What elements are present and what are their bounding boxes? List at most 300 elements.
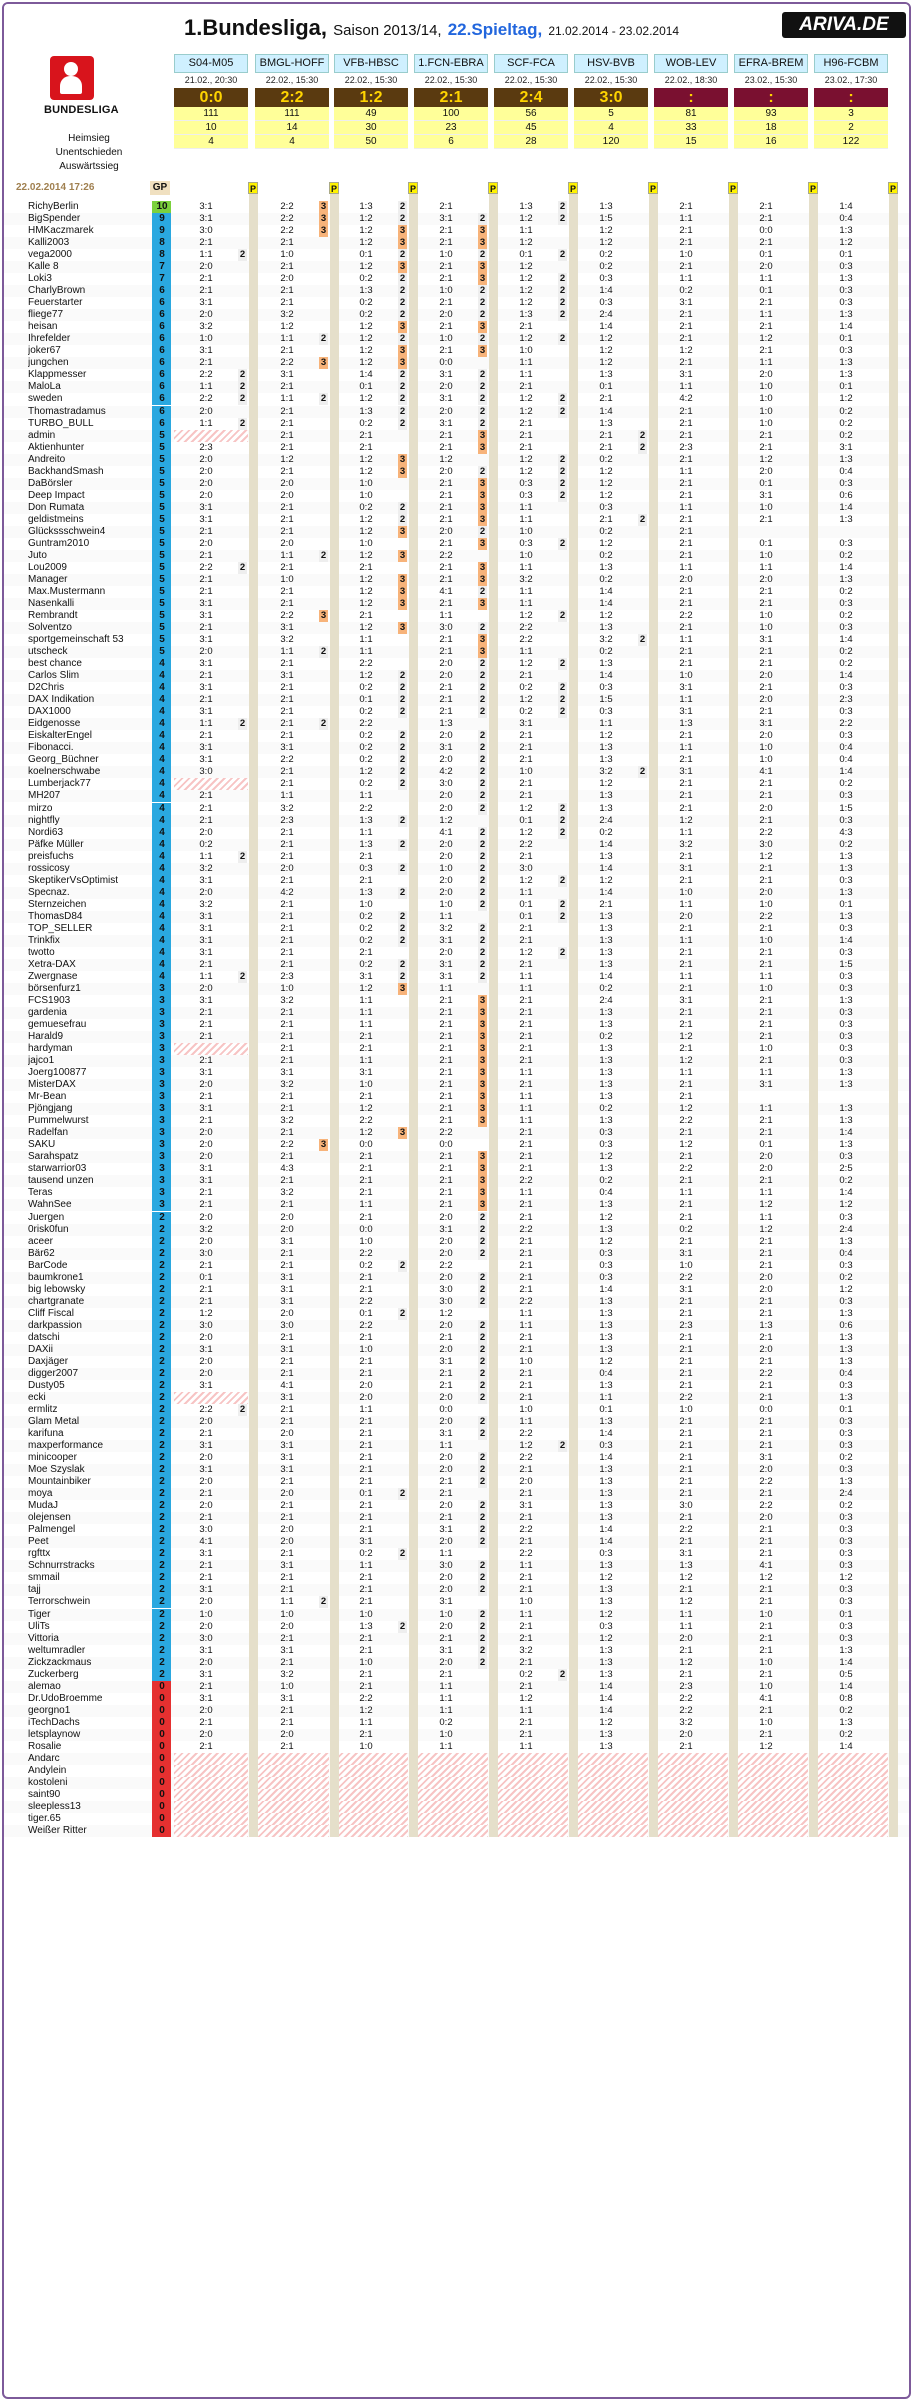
player-name[interactable]: Juto [28,549,47,561]
tip-value: 0:2 [839,838,853,850]
tip-value: 0:2 [359,958,373,970]
tip-value: 3:1 [280,1295,294,1307]
tip-value: 2:1 [280,297,294,309]
player-name[interactable]: Xetra-DAX [28,958,76,970]
player-name[interactable]: nightfly [28,814,60,826]
player-name[interactable]: Terrorschwein [28,1596,91,1608]
tip-value: 2:4 [599,309,613,321]
player-name[interactable]: Rembrandt [28,610,78,622]
player-name[interactable]: preisfuchs [28,850,74,862]
player-name[interactable]: big lebowsky [28,1283,86,1295]
player-name[interactable]: rossicosy [28,862,70,874]
player-name[interactable]: MaloLa [28,381,61,393]
table-row [4,1392,909,1404]
tip-value: 2:1 [599,513,613,525]
player-points: 3 [159,1043,165,1055]
player-name[interactable]: Solventzo [28,622,72,634]
tip-value: 1:2 [679,814,693,826]
player-name[interactable]: BarCode [28,1259,68,1271]
ariva-logo[interactable]: ARIVA.DE [782,12,906,38]
player-name[interactable]: letsplaynow [28,1728,81,1740]
player-name[interactable]: SAKU [28,1139,56,1151]
player-name[interactable]: RichyBerlin [28,201,79,212]
tip-value: 2:1 [280,1416,294,1428]
tip-value: 2:4 [599,994,613,1006]
player-name[interactable]: Glückssschwein4 [28,525,106,537]
player-name[interactable]: fliege77 [28,309,64,321]
tip-value: 2:1 [519,321,533,333]
player-name[interactable]: utscheck [28,646,68,658]
tip-value: 2:3 [199,441,213,453]
tip-value: 1:0 [519,766,533,778]
tip-value: 3:0 [439,1295,453,1307]
player-name[interactable]: Palmengel [28,1524,76,1536]
player-name[interactable]: darkpassion [28,1319,82,1331]
player-name[interactable]: jajco1 [28,1055,55,1067]
player-name[interactable]: Loki3 [28,273,52,285]
tip-value: 1:1 [359,1716,373,1728]
tip-value: 1:2 [439,453,453,465]
tip-value: 1:1 [519,513,533,525]
table-row [4,851,909,863]
stat-label-draw: Unentschieden [9,146,169,159]
player-name[interactable]: DAX1000 [28,706,71,718]
player-name[interactable]: Kalli2003 [28,237,70,249]
tip-value: 2:1 [759,658,773,670]
player-name[interactable]: MisterDAX [28,1079,76,1091]
tip-value: 1:1 [359,1055,373,1067]
player-name[interactable]: geldistmeins [28,513,84,525]
player-name[interactable]: DAXii [28,1343,54,1355]
player-name[interactable]: Bär62 [28,1247,55,1259]
player-name[interactable]: ThomasD84 [28,910,83,922]
player-name[interactable]: tajj [28,1584,41,1596]
player-name[interactable]: sweden [28,393,63,405]
player-name[interactable]: gardenia [28,1007,67,1018]
player-name[interactable]: Andylein [28,1764,67,1776]
player-points: 2 [159,1584,165,1596]
tip-points: 2 [239,249,246,261]
player-name[interactable]: Harald9 [28,1031,64,1043]
player-name[interactable]: Pummelwurst [28,1115,89,1127]
tip-points: 2 [559,826,566,838]
tip-points: 2 [399,393,406,405]
tip-points: 3 [399,585,406,597]
player-name[interactable]: CharlyBrown [28,285,86,297]
player-name[interactable]: heisan [28,321,58,333]
player-name[interactable]: börsenfurz1 [28,982,81,994]
player-name[interactable]: HMKaczmarek [28,225,94,237]
player-name[interactable]: iTechDachs [28,1716,80,1728]
table-row [4,1825,909,1837]
table-row [4,1488,909,1500]
tip-value: 1:3 [599,1115,613,1127]
player-name[interactable]: Fibonacci. [28,742,74,754]
player-name[interactable]: ermlitz [28,1404,58,1415]
player-points: 2 [159,1464,165,1476]
tip-value: 1:5 [839,802,853,814]
player-name[interactable]: Peet [28,1536,49,1548]
tip-value: 1:1 [759,970,773,982]
player-name[interactable]: maxperformance [28,1440,104,1452]
tip-points: 3 [479,1103,486,1115]
player-points: 2 [159,1476,165,1488]
player-name[interactable]: Carlos Slim [28,670,80,682]
table-row [4,1753,909,1765]
player-name[interactable]: Rosalie [28,1740,62,1752]
table-row [4,959,909,971]
tip-value: 2:1 [359,946,373,958]
player-name[interactable]: Joerg100877 [28,1067,87,1079]
player-name[interactable]: starwarrior03 [28,1163,87,1175]
match-column-6 [654,54,728,149]
player-name[interactable]: Thomastradamus [28,405,106,417]
tip-value: 2:2 [439,1259,453,1271]
table-row [4,1765,909,1777]
tip-value: 1:3 [839,369,853,381]
tip-value: 2:1 [439,441,453,453]
player-name[interactable]: Andreito [28,453,66,465]
match-name[interactable]: SCF-FCA [494,54,568,73]
match-name[interactable]: VFB-HBSC [334,54,408,73]
tip-points: 2 [399,297,406,309]
player-name[interactable]: Max.Mustermann [28,585,106,597]
tip-value: 1:2 [280,321,294,333]
player-name[interactable]: best chance [28,658,82,670]
tip-value: 0:2 [839,1452,853,1464]
player-name[interactable]: WahnSee [28,1199,72,1211]
player-name[interactable]: Eidgenosse [28,718,81,730]
tip-value: 1:3 [599,1091,613,1103]
player-name[interactable]: joker67 [28,345,61,357]
tip-value: 2:0 [439,802,453,814]
player-name[interactable]: Georg_Büchner [28,754,99,766]
player-name[interactable]: weltumradler [28,1644,86,1656]
player-name[interactable]: tiger.65 [28,1813,61,1825]
tip-value: 2:0 [439,1247,453,1259]
points-column-line [409,194,418,1837]
tip-points: 2 [479,1283,486,1295]
player-points: 6 [159,393,165,405]
match-stat: 5 [574,107,648,121]
tip-value: 2:1 [280,658,294,670]
player-name[interactable]: TURBO_BULL [28,417,94,429]
tip-value: 1:0 [759,754,773,766]
missing-tip [734,1765,808,1777]
match-stat: 93 [734,107,808,121]
player-points: 6 [159,345,165,357]
tip-points: 2 [239,369,246,381]
player-name[interactable]: Manager [28,573,68,585]
player-name[interactable]: jungchen [28,357,69,369]
tip-value: 0:1 [759,537,773,549]
points-header: P [330,184,337,194]
tip-value: 3:1 [199,1440,213,1452]
tip-value: 2:1 [759,1524,773,1536]
player-name[interactable]: Mr-Bean [28,1091,67,1103]
tip-value: 3:1 [679,297,693,309]
table-row [4,478,909,490]
player-name[interactable]: kostoleni [28,1776,68,1788]
player-points: 4 [159,682,165,694]
missing-tip [414,1777,488,1789]
player-name[interactable]: Zwergnase [28,970,78,982]
player-name[interactable]: BigSpender [28,213,81,225]
tip-value: 2:1 [199,958,213,970]
table-row [4,694,909,706]
match-name[interactable]: 1.FCN-EBRA [414,54,488,73]
player-name[interactable]: Glam Metal [28,1416,80,1428]
tip-value: 0:0 [759,1404,773,1415]
tip-value: 2:1 [199,1259,213,1271]
tip-value: 2:1 [759,1584,773,1596]
tip-value: 1:1 [679,1067,693,1079]
player-name[interactable]: sportgemeinschaft 53 [28,634,124,646]
player-name[interactable]: Weißer Ritter [28,1825,87,1837]
player-name[interactable]: moya [28,1488,53,1500]
match-column-0 [174,54,248,149]
tip-value: 2:0 [439,670,453,682]
player-name[interactable]: tausend unzen [28,1175,94,1187]
tip-points: 2 [479,934,486,946]
player-name[interactable]: FCS1903 [28,994,71,1006]
player-name[interactable]: gemuesefrau [28,1019,87,1031]
tip-value: 1:3 [359,1620,373,1632]
player-name[interactable]: Specnaz. [28,886,70,898]
player-name[interactable]: SkeptikerVsOptimist [28,874,119,886]
tip-value: 1:2 [359,670,373,682]
table-row [4,1320,909,1332]
tip-value: 2:1 [679,321,693,333]
tip-value: 1:0 [759,1716,773,1728]
player-name[interactable]: DAX Indikation [28,694,95,706]
tip-value: 2:1 [199,670,213,682]
player-name[interactable]: 0risk0fun [28,1223,69,1235]
player-name[interactable]: digger2007 [28,1367,79,1379]
match-name[interactable]: BMGL-HOFF [255,54,329,73]
player-name[interactable]: Ihrefelder [28,333,71,345]
tip-value: 2:1 [519,1055,533,1067]
tip-value: 2:1 [359,1464,373,1476]
tip-points: 3 [479,1163,486,1175]
player-name[interactable]: Don Rumata [28,501,85,513]
tip-points: 2 [399,501,406,513]
table-row [4,1729,909,1741]
player-name[interactable]: Tiger [28,1608,51,1620]
player-name[interactable]: datschi [28,1331,60,1343]
tip-value: 2:1 [679,1740,693,1752]
player-name[interactable]: TOP_SELLER [28,922,93,934]
tip-value: 1:3 [599,790,613,802]
player-name[interactable]: smmail [28,1572,60,1584]
player-name[interactable]: Zuckerberg [28,1668,79,1680]
player-name[interactable]: Sarahspatz [28,1151,79,1163]
tip-value: 2:0 [280,1728,294,1740]
player-name[interactable]: olejensen [28,1512,71,1524]
player-name[interactable]: Schnurrstracks [28,1560,95,1572]
table-row [4,1777,909,1789]
tip-points: 2 [479,826,486,838]
player-name[interactable]: chartgranate [28,1295,85,1307]
tip-value: 1:3 [839,886,853,898]
match-name[interactable]: WOB-LEV [654,54,728,73]
player-name[interactable]: alemao [28,1680,61,1692]
tip-value: 1:2 [359,1127,373,1139]
player-name[interactable]: Nasenkalli [28,597,75,609]
tip-points: 3 [479,345,486,357]
player-name[interactable]: Moe Szyslak [28,1464,85,1476]
tip-value: 2:1 [280,1476,294,1488]
player-points: 4 [159,694,165,706]
tip-value: 2:1 [280,1043,294,1055]
tip-value: 3:1 [679,994,693,1006]
tip-value: 0:3 [839,1548,853,1560]
tip-value: 2:2 [519,634,533,646]
player-points: 8 [159,249,165,261]
player-name[interactable]: hardyman [28,1043,73,1055]
tip-value: 1:2 [359,321,373,333]
player-name[interactable]: saint90 [28,1788,61,1800]
player-name[interactable]: georgno1 [28,1704,71,1716]
tip-value: 2:1 [439,273,453,285]
player-name[interactable]: ecki [28,1391,46,1403]
player-points: 2 [159,1367,165,1379]
tip-value: 1:0 [439,285,453,297]
tip-value: 1:3 [599,934,613,946]
tip-value: 3:1 [280,1067,294,1079]
player-name[interactable]: D2Chris [28,682,65,694]
tip-value: 1:1 [679,970,693,982]
tip-value: 2:0 [199,465,213,477]
tip-value: 1:0 [759,934,773,946]
match-name[interactable]: HSV-BVB [574,54,648,73]
tip-value: 3:1 [199,1464,213,1476]
tip-value: 0:2 [359,934,373,946]
player-points: 5 [159,513,165,525]
player-name[interactable]: Dr.UdoBroemme [28,1692,103,1704]
tip-value: 2:1 [679,237,693,249]
player-name[interactable]: karifuna [28,1428,64,1440]
player-name[interactable]: Cliff Fiscal [28,1307,74,1319]
player-name[interactable]: BackhandSmash [28,465,104,477]
tip-value: 2:0 [199,982,213,994]
tip-points: 2 [479,1271,486,1283]
player-name[interactable]: sleepless13 [28,1800,81,1812]
player-points: 0 [159,1776,165,1788]
player-name[interactable]: Nordi63 [28,826,64,838]
player-name[interactable]: Klappmesser [28,369,87,381]
player-name[interactable]: Mountainbiker [28,1476,91,1488]
table-row [4,670,909,682]
player-name[interactable]: rgfttx [28,1548,51,1560]
player-name[interactable]: Vittoria [28,1632,59,1644]
tip-value: 2:1 [519,1019,533,1031]
player-name[interactable]: Lou2009 [28,561,67,573]
player-name[interactable]: Deep Impact [28,489,85,501]
tip-value: 2:0 [439,1620,453,1632]
tip-value: 2:3 [839,694,853,706]
tip-value: 1:3 [599,754,613,766]
tip-value: 2:4 [599,814,613,826]
player-name[interactable]: Guntram2010 [28,537,90,549]
tip-value: 2:1 [439,429,453,441]
match-name[interactable]: S04-M05 [174,54,248,73]
tip-value: 2:1 [280,585,294,597]
tip-value: 2:2 [759,826,773,838]
player-name[interactable]: baumkrone1 [28,1271,84,1283]
player-name[interactable]: Trinkfix [28,934,60,946]
player-name[interactable]: MH207 [28,790,61,802]
player-name[interactable]: Radelfan [28,1127,69,1139]
player-points: 4 [159,910,165,922]
player-name[interactable]: Daxjäger [28,1355,69,1367]
player-name[interactable]: twotto [28,946,55,958]
player-name[interactable]: admin [28,429,56,441]
tip-value: 3:1 [199,201,213,212]
tip-value: 0:2 [359,1259,373,1271]
player-name[interactable]: Päfke Müller [28,838,84,850]
table-row [4,369,909,381]
missing-tip [414,1753,488,1765]
player-name[interactable]: vega2000 [28,249,72,261]
tip-value: 2:1 [679,333,693,345]
player-name[interactable]: Teras [28,1187,53,1199]
match-name[interactable]: EFRA-BREM [734,54,808,73]
player-name[interactable]: Kalle 8 [28,261,59,273]
tip-value: 0:1 [839,1404,853,1415]
player-name[interactable]: Feuerstarter [28,297,83,309]
player-name[interactable]: Andarc [28,1752,60,1764]
matchday-link[interactable]: 22.Spieltag, [447,20,543,39]
tip-value: 1:1 [679,213,693,225]
player-name[interactable]: koelnerschwabe [28,766,101,778]
player-name[interactable]: UliTs [28,1620,50,1632]
tip-value: 2:2 [280,754,294,766]
player-points: 0 [159,1716,165,1728]
tip-value: 2:1 [280,946,294,958]
player-name[interactable]: Zickzackmaus [28,1656,92,1668]
player-name[interactable]: Lumberjack77 [28,778,91,790]
player-name[interactable]: Juergen [28,1211,65,1223]
player-name[interactable]: EiskalterEngel [28,730,92,742]
tip-value: 2:1 [519,1271,533,1283]
points-column-line [729,194,738,1837]
player-name[interactable]: Pjöngjang [28,1103,73,1115]
player-name[interactable]: Sternzeichen [28,898,87,910]
tip-value: 1:3 [599,1007,613,1018]
table-row [4,1344,909,1356]
player-name[interactable]: MudaJ [28,1500,59,1512]
tip-value: 2:1 [359,1428,373,1440]
missing-tip [734,1789,808,1801]
table-row [4,1103,909,1115]
tip-value: 2:1 [280,1704,294,1716]
player-points: 2 [159,1247,165,1259]
player-name[interactable]: DaBörsler [28,477,73,489]
tip-points: 3 [399,1127,406,1139]
player-name[interactable]: mirzo [28,802,53,814]
tip-value: 1:3 [679,1560,693,1572]
player-points: 3 [159,982,165,994]
player-name[interactable]: minicooper [28,1452,77,1464]
player-name[interactable]: Dusty05 [28,1379,65,1391]
player-name[interactable]: aceer [28,1235,54,1247]
tip-value: 2:0 [199,537,213,549]
tip-value: 2:2 [439,549,453,561]
player-name[interactable]: Aktienhunter [28,441,85,453]
tip-value: 2:1 [519,1464,533,1476]
match-name[interactable]: H96-FCBM [814,54,888,73]
